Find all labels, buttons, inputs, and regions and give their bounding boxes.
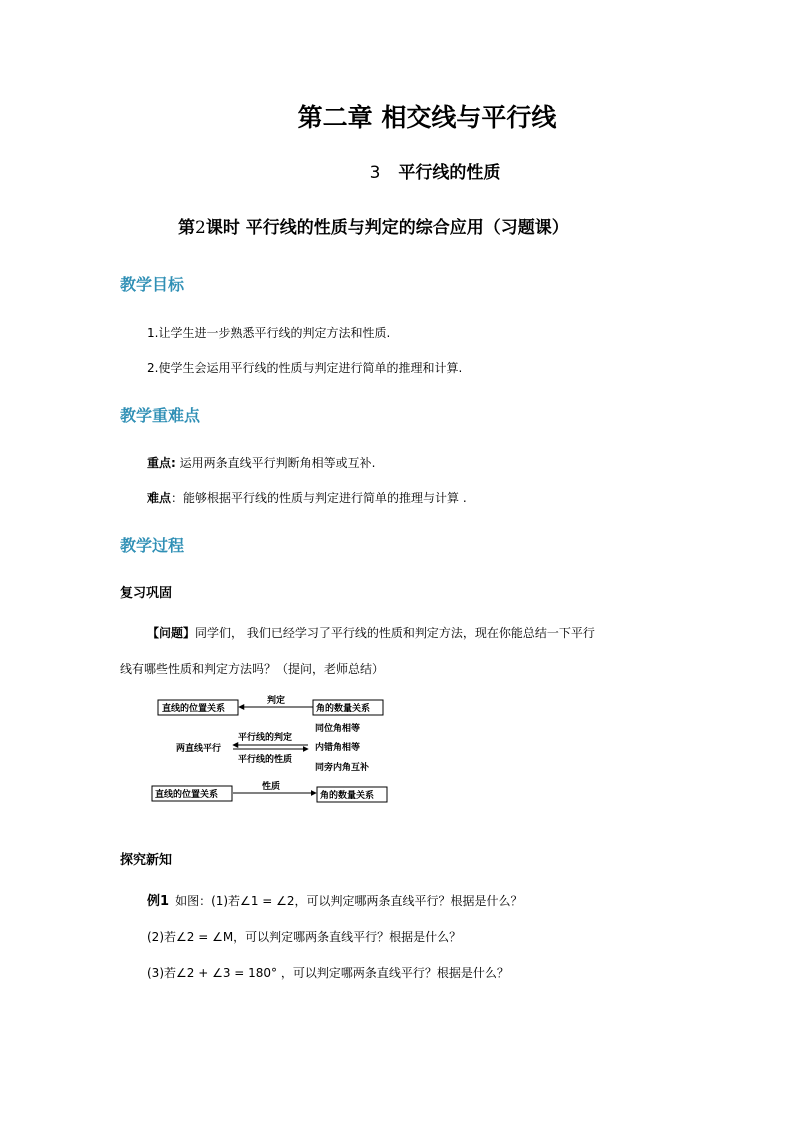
section-title bbox=[0, 158, 794, 183]
lesson-title bbox=[178, 213, 569, 238]
example-1-line-1 bbox=[147, 890, 523, 909]
goal-item-1-num: 1. bbox=[147, 326, 159, 340]
question-label: 【问题】 bbox=[147, 626, 196, 640]
review-heading: 复习巩固 bbox=[120, 586, 173, 601]
middle-lower-label: 平行线的性质 bbox=[238, 755, 293, 765]
section-name: 平行线的性质 bbox=[398, 163, 501, 183]
example-question-3: (3)若∠2 + ∠3 = 180° ，可以判定哪两条直线平行？根据是什么？ bbox=[147, 966, 509, 980]
goal-item-2-num: 2. bbox=[147, 361, 159, 375]
lesson-prefix: 第 bbox=[178, 218, 195, 238]
middle-left-text: 两直线平行 bbox=[176, 744, 222, 754]
bottom-arrow-label: 性质 bbox=[262, 782, 281, 792]
lesson-suffix: 课时 平行线的性质与判定的综合应用（习题课） bbox=[205, 218, 569, 238]
question-line-2: 线有哪些性质和判定方法吗？（提问，老师总结） bbox=[120, 662, 385, 676]
top-arrow-label: 判定 bbox=[267, 696, 286, 706]
top-right-text: 角的数量关系 bbox=[316, 704, 371, 714]
key-point-text: 运用两条直线平行判断角相等或互补. bbox=[175, 456, 376, 470]
lesson-number: 2 bbox=[195, 218, 206, 238]
example-question-2: (2)若∠2 = ∠M，可以判定哪两条直线平行？根据是什么？ bbox=[147, 930, 462, 944]
example-question-1: 如图：(1)若∠1 = ∠2，可以判定哪两条直线平行？根据是什么？ bbox=[175, 894, 523, 908]
goal-item-1-text: 让学生进一步熟悉平行线的判定方法和性质. bbox=[158, 326, 391, 340]
angle-3: 同旁内角互补 bbox=[315, 763, 370, 773]
key-point bbox=[147, 454, 375, 471]
bottom-right-text: 角的数量关系 bbox=[320, 791, 375, 801]
key-points-heading: 教学重难点 bbox=[120, 406, 201, 425]
goal-item-1 bbox=[147, 324, 390, 341]
process-heading: 教学过程 bbox=[120, 536, 185, 555]
question-line-1 bbox=[147, 624, 595, 641]
question-text-1: 同学们， 我们已经学习了平行线的性质和判定方法，现在你能总结一下平行 bbox=[195, 626, 595, 640]
angle-1: 同位角相等 bbox=[315, 724, 361, 734]
top-left-text: 直线的位置关系 bbox=[162, 704, 226, 714]
chapter-title: 第二章 相交线与平行线 bbox=[297, 103, 557, 132]
difficult-point-label: 难点 bbox=[147, 491, 172, 505]
goals-heading: 教学目标 bbox=[120, 275, 185, 294]
example-number: 1 bbox=[160, 894, 170, 909]
section-number: 3 bbox=[369, 163, 381, 183]
example-label: 例 bbox=[147, 894, 161, 909]
goal-item-2 bbox=[147, 359, 462, 376]
explore-heading: 探究新知 bbox=[120, 853, 173, 868]
difficult-point-text: ：能够根据平行线的性质与判定进行简单的推理与计算 . bbox=[171, 491, 467, 505]
difficult-point bbox=[147, 489, 467, 506]
key-point-label: 重点: bbox=[147, 456, 176, 470]
review-diagram bbox=[150, 692, 400, 808]
goal-item-2-text: 使学生会运用平行线的性质与判定进行简单的推理和计算. bbox=[158, 361, 463, 375]
angle-2: 内错角相等 bbox=[315, 743, 361, 753]
bottom-left-text: 直线的位置关系 bbox=[155, 790, 219, 800]
middle-upper-label: 平行线的判定 bbox=[238, 733, 293, 743]
